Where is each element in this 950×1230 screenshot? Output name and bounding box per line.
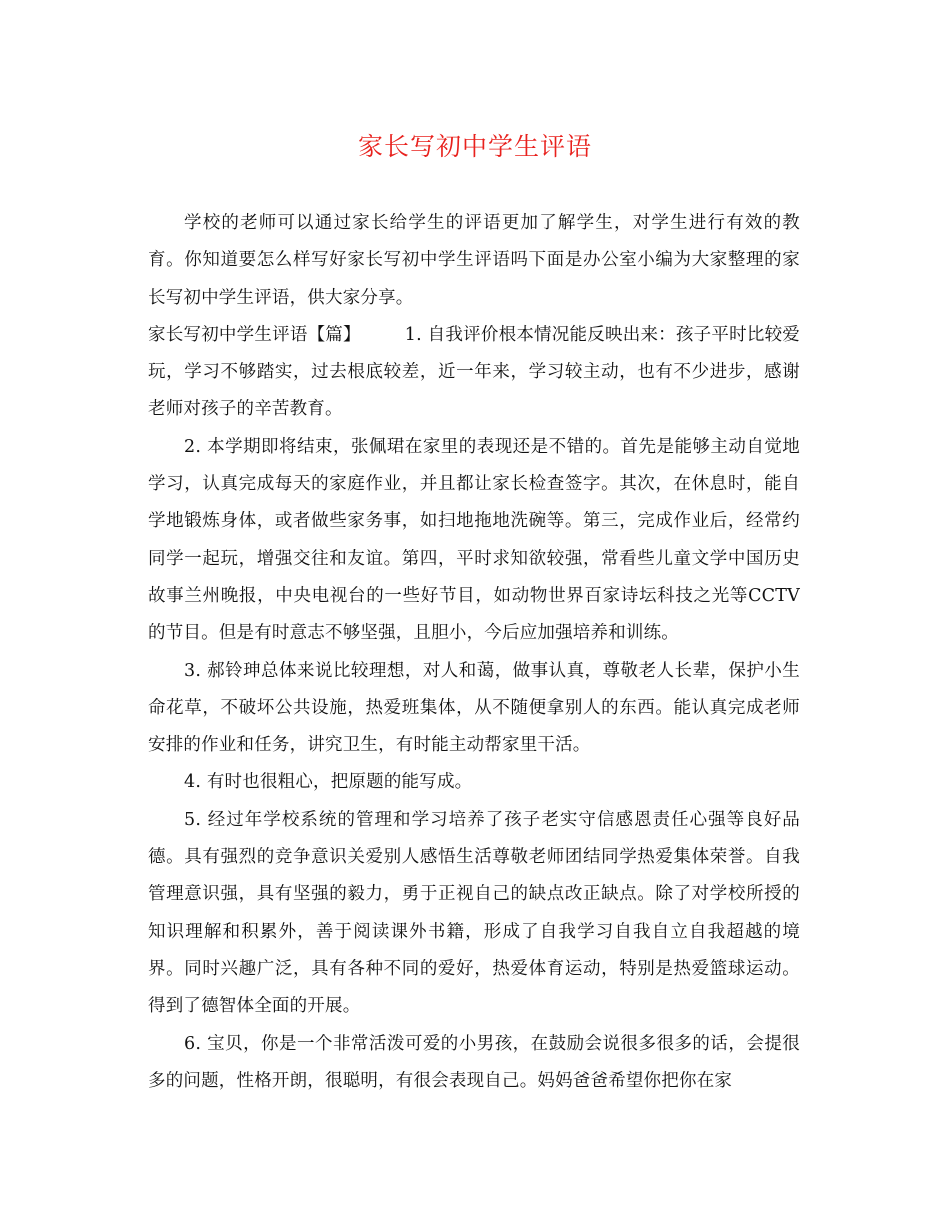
document-title: 家长写初中学生评语: [357, 132, 592, 161]
item-2: 2. 本学期即将结束，张佩珺在家里的表现还是不错的。首先是能够主动自觉地学习，认真完成每天的家庭作业，并且都让家长检查签字。其次，在休息时，能自学地锻炼身体，或者做些家务事，如扫地拖地洗碗等。第三，完成作业后，经常约同学一起玩，增强交往和友谊。第四，平时求知欲较强，常看些儿童文学中国历史故事兰州晚报，中央电视台的一些好节目，如动物世界百家诗坛科技之光等CCTV的节目。但是有时意志不够坚强，且胆小，今后应加强培养和训练。: [148, 436, 800, 644]
intro-paragraph: 学校的老师可以通过家长给学生的评语更加了解学生，对学生进行有效的教育。你知道要怎么样写好家长写初中学生评语吗下面是办公室小编为大家整理的家长写初中学生评语，供大家分享。: [148, 213, 800, 308]
item-1: 1. 自我评价根本情况能反映出来：孩子平时比较爱玩，学习不够踏实，过去根底较差，近一年来，学习较主动，也有不少进步，感谢老师对孩子的辛苦教育。: [148, 324, 800, 420]
section-heading: 家长写初中学生评语【篇】: [148, 324, 361, 345]
item-4: 4. 有时也很粗心，把原题的能写成。: [184, 772, 473, 793]
item-6: 6. 宝贝，你是一个非常活泼可爱的小男孩，在鼓励会说很多很多的话，会提很多的问题，性格开朗，很聪明，有很会表现自己。妈妈爸爸希望你把你在家: [148, 1033, 800, 1091]
item-3: 3. 郝铃珅总体来说比较理想，对人和蔼，做事认真，尊敬老人长辈，保护小生命花草，不破坏公共设施，热爱班集体，从不随便拿别人的东西。能认真完成老师安排的作业和任务，讲究卫生，有时能主动帮家里干活。: [148, 660, 800, 756]
item-5: 5. 经过年学校系统的管理和学习培养了孩子老实守信感恩责任心强等良好品德。具有强烈的竞争意识关爱别人感悟生活尊敬老师团结同学热爱集体荣誉。自我管理意识强，具有坚强的毅力，勇于正视自己的缺点改正缺点。除了对学校所授的知识理解和积累外，善于阅读课外书籍，形成了自我学习自我自立自我超越的境界。同时兴趣广泛，具有各种不同的爱好，热爱体育运动，特别是热爱篮球运动。得到了德智体全面的开展。: [148, 809, 800, 1017]
section-paragraph: [148, 317, 800, 429]
document-body: [148, 205, 800, 1100]
